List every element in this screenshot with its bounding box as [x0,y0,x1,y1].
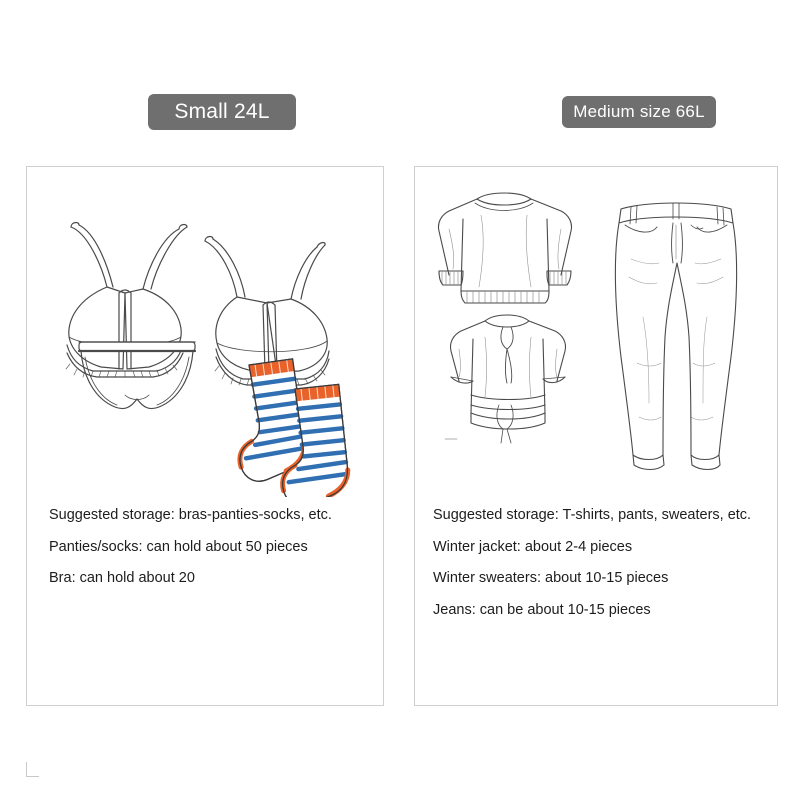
panel-medium [414,166,778,706]
blouse-icon [445,315,566,443]
caption-line: Jeans: can be about 10-15 pieces [433,602,651,619]
badge-medium-capacity [562,96,716,128]
caption-line: Winter sweaters: about 10-15 pieces [433,570,669,587]
badge-medium-label: Medium size 66L [573,102,705,121]
caption-line: Suggested storage: bras-panties-socks, etc. [49,507,332,523]
illustration-small [27,167,383,497]
caption-line: Suggested storage: T-shirts, pants, sweaters, etc. [433,507,752,523]
badge-small-label: Small 24L [174,100,270,123]
bra-front-icon [66,223,187,377]
sweatshirt-icon [438,193,571,303]
badge-small-capacity [148,94,296,130]
caption-list-medium [433,507,763,619]
caption-line: Bra: can hold about 20 [49,570,195,587]
corner-bracket-mark [26,762,39,777]
caption-line: Panties/socks: can hold about 50 pieces [49,538,308,555]
panel-small [26,166,384,706]
caption-line: Winter jacket: about 2-4 pieces [433,538,633,555]
illustration-medium [415,167,777,497]
caption-list-small [49,507,369,587]
panties-icon [79,342,195,409]
jeans-icon [615,203,736,470]
